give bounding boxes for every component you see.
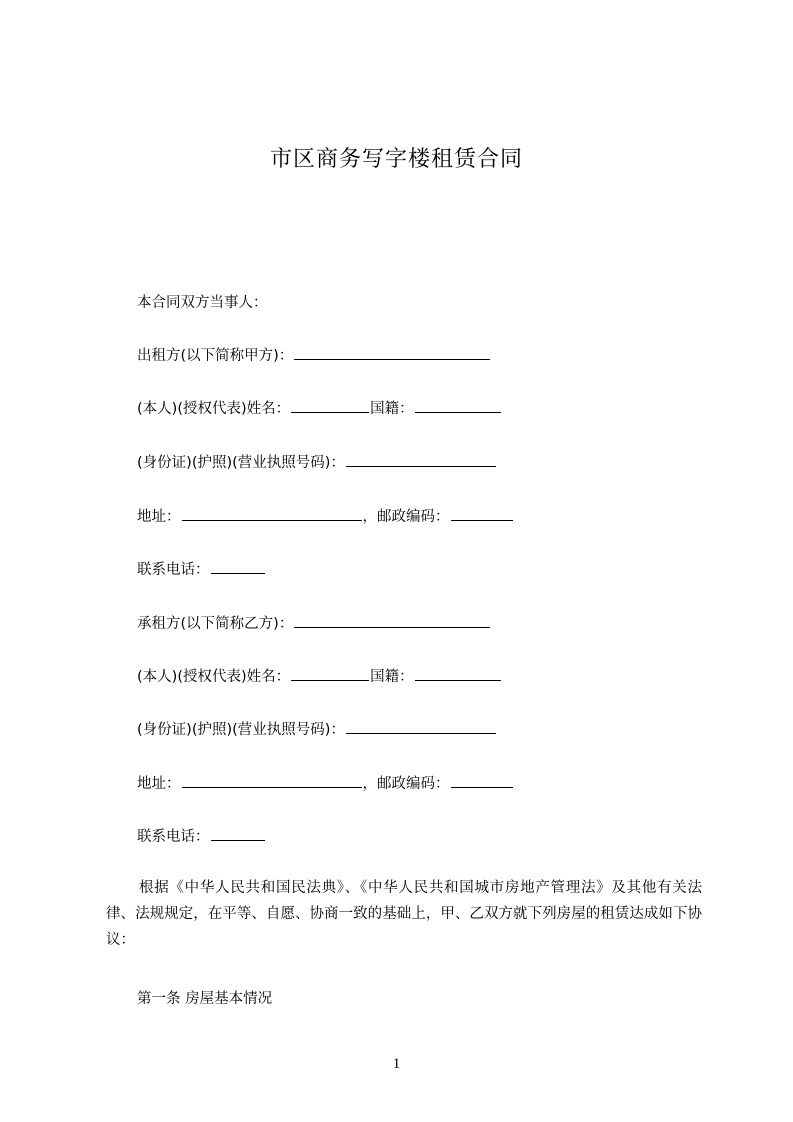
- lessor-postcode-label: ，邮政编码：: [362, 509, 450, 525]
- lessee-id-blank[interactable]: [346, 719, 496, 734]
- lessee-line: [137, 612, 491, 633]
- lessee-name-blank[interactable]: [291, 666, 369, 681]
- lessee-address-blank[interactable]: [182, 773, 362, 788]
- lessor-address-blank[interactable]: [182, 506, 362, 521]
- lessee-address-label: 地址：: [137, 776, 181, 792]
- lessee-nationality-blank[interactable]: [415, 666, 501, 681]
- lessor-postcode-blank[interactable]: [451, 506, 513, 521]
- lessee-phone-line: [137, 825, 266, 846]
- lessee-address-line: [137, 772, 514, 793]
- lessor-id-blank[interactable]: [346, 452, 496, 467]
- lessor-name-label: (本人)(授权代表)姓名：: [137, 401, 291, 417]
- lessor-line: [137, 344, 491, 365]
- lessee-postcode-blank[interactable]: [451, 773, 513, 788]
- parties-heading: 本合同双方当事人：: [137, 295, 268, 311]
- page-number: 1: [392, 1056, 401, 1072]
- lessor-address-line: [137, 505, 514, 526]
- lessor-nationality-blank[interactable]: [415, 398, 501, 413]
- lessee-nationality-label: 国籍：: [370, 669, 414, 685]
- lessor-label: 出租方(以下简称甲方)：: [137, 348, 294, 364]
- lessor-blank[interactable]: [294, 345, 490, 360]
- lessee-id-line: [137, 718, 497, 739]
- lessor-phone-blank[interactable]: [211, 559, 265, 574]
- lessee-phone-label: 联系电话：: [137, 829, 210, 845]
- article1-heading: 第一条 房屋基本情况: [137, 991, 273, 1007]
- lessor-id-label: (身份证)(护照)(营业执照号码)：: [137, 455, 345, 471]
- lessor-phone-line: [137, 558, 266, 579]
- lessee-phone-blank[interactable]: [211, 826, 265, 841]
- preamble-text: 根据《中华人民共和国民法典》、《中华人民共和国城市房地产管理法》及其他有关法律、法规规定，在平等、自愿、协商一致的基础上，甲、乙双方就下列房屋的租赁达成如下协议：: [106, 880, 702, 948]
- lessee-name-line: [137, 665, 502, 686]
- lessee-blank[interactable]: [294, 613, 490, 628]
- lessor-nationality-label: 国籍：: [370, 401, 414, 417]
- lessee-postcode-label: ，邮政编码：: [362, 776, 450, 792]
- lessor-id-line: [137, 451, 497, 472]
- document-title: 市区商务写字楼租赁合同: [269, 147, 523, 172]
- lessor-address-label: 地址：: [137, 509, 181, 525]
- lessor-name-line: [137, 397, 502, 418]
- preamble-paragraph: [106, 875, 702, 953]
- lessee-name-label: (本人)(授权代表)姓名：: [137, 669, 291, 685]
- lessor-phone-label: 联系电话：: [137, 562, 210, 578]
- lessee-label: 承租方(以下简称乙方)：: [137, 616, 294, 632]
- lessor-name-blank[interactable]: [291, 398, 369, 413]
- lessee-id-label: (身份证)(护照)(营业执照号码)：: [137, 722, 345, 738]
